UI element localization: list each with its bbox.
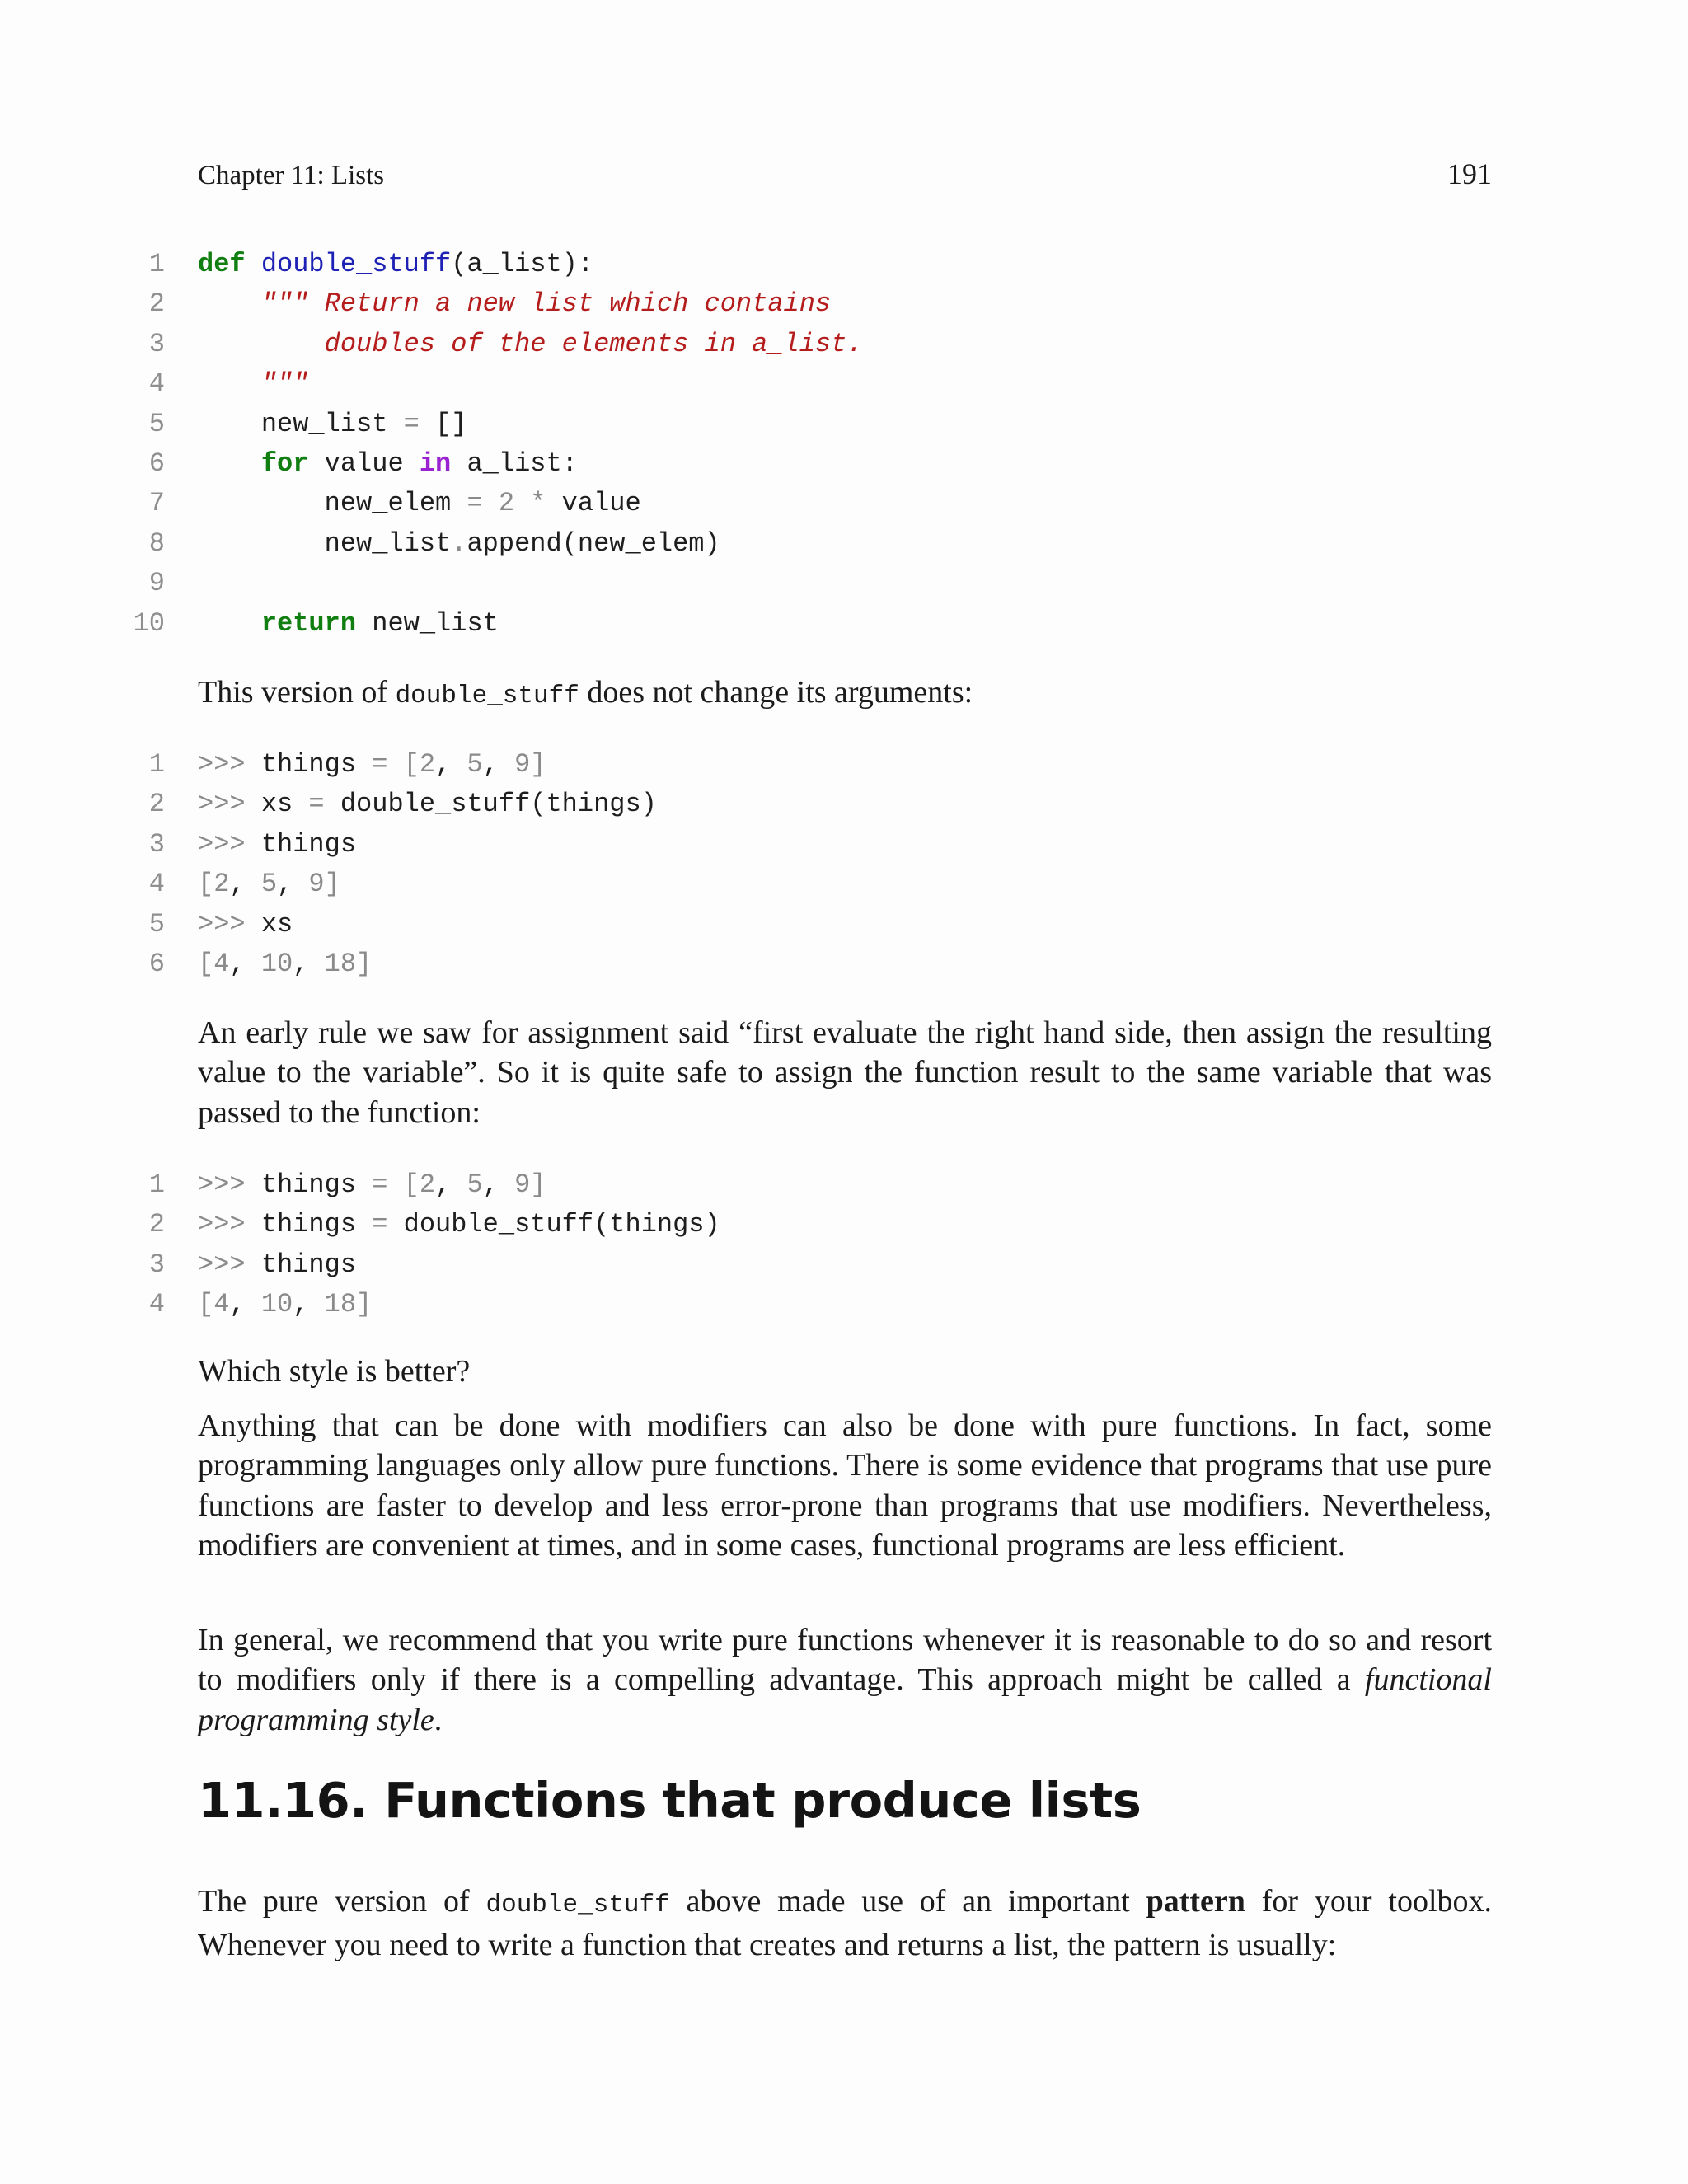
line-number: 1 <box>148 1169 165 1200</box>
line-number: 8 <box>148 527 165 559</box>
line-number: 3 <box>148 828 165 860</box>
code-line: 6 [4, 10, 18] <box>132 944 1550 984</box>
code-line: 4 [4, 10, 18] <box>132 1285 1550 1324</box>
line-number: 9 <box>148 568 165 599</box>
code-line: 3 >>> things <box>132 825 1550 865</box>
page-number: 191 <box>1447 157 1492 190</box>
code-line: 4 [2, 5, 9] <box>132 865 1550 904</box>
code-line: 5 new_list = [] <box>132 405 1550 444</box>
code-listing-interactive-2 <box>132 1165 1550 1325</box>
line-number: 10 <box>133 607 165 639</box>
line-number: 6 <box>148 948 165 979</box>
line-number: 5 <box>148 408 165 439</box>
code-line: 3 doubles of the elements in a_list. <box>132 325 1550 364</box>
line-number: 6 <box>148 448 165 479</box>
code-line: 2 >>> things = double_stuff(things) <box>132 1205 1550 1244</box>
emphasis: functional programming style <box>198 1662 1492 1737</box>
chapter-title: Chapter 11: Lists <box>198 161 385 190</box>
code-line <box>132 564 1550 603</box>
line-number: 3 <box>148 328 165 359</box>
paragraph: This version of double_stuff does not change its arguments: <box>198 675 973 710</box>
line-number: 2 <box>148 1209 165 1240</box>
code-line: 2 """ Return a new list which contains <box>132 284 1550 324</box>
code-line: 2 >>> xs = double_stuff(things) <box>132 785 1550 824</box>
bold-term: pattern <box>1146 1884 1245 1919</box>
line-number: 3 <box>148 1249 165 1280</box>
code-line: 8 new_list.append(new_elem) <box>132 524 1550 564</box>
line-number: 1 <box>148 749 165 780</box>
code-line: 4 """ <box>132 364 1550 404</box>
code-listing-interactive-1 <box>132 745 1550 984</box>
code-listing-double-stuff <box>132 245 1550 644</box>
line-number: 4 <box>148 869 165 900</box>
paragraph: The pure version of double_stuff above made use of an important pattern for your toolbox. Whenever you need to write a function that creates and returns a list, the pattern is usually: <box>198 1884 1493 1963</box>
line-number: 5 <box>148 908 165 940</box>
code-line: 1 def double_stuff(a_list): <box>132 245 1550 284</box>
line-number: 1 <box>148 249 165 279</box>
line-number: 2 <box>148 288 165 320</box>
line-number: 7 <box>148 488 165 519</box>
paragraph: In general, we recommend that you write pure functions whenever it is reasonable to do so and resort to modifiers only if there is a compelling advantage. This approach might be called a functional programming style. <box>198 1623 1492 1737</box>
code-line: 7 new_elem = 2 * value <box>132 484 1550 523</box>
line-number: 4 <box>148 368 165 400</box>
inline-code: double_stuff <box>395 682 579 710</box>
code-line: 1 >>> things = [2, 5, 9] <box>132 745 1550 785</box>
section-heading: 11.16. Functions that produce lists <box>198 1772 1142 1829</box>
code-line: 3 >>> things <box>132 1245 1550 1285</box>
running-header <box>198 157 1492 191</box>
code-line: 1 >>> things = [2, 5, 9] <box>132 1165 1550 1205</box>
code-line: 10 return new_list <box>132 604 1550 644</box>
inline-code: double_stuff <box>485 1891 670 1919</box>
code-line: 5 >>> xs <box>132 905 1550 944</box>
line-number: 4 <box>148 1289 165 1320</box>
paragraph: Which style is better? <box>198 1354 471 1389</box>
paragraph: Anything that can be done with modifiers can also be done with pure functions. In fact, some programming languages only allow pure functions. There is some evidence that programs that use pure functions are faster to develop and less error-prone than programs that use modifiers. Nevertheless, modifiers are convenient at times, and in some cases, functional programs are less efficient. <box>198 1408 1492 1563</box>
line-number: 2 <box>148 789 165 820</box>
paragraph: An early rule we saw for assignment said “first evaluate the right hand side, then assign the resulting value to the variable”. So it is quite safe to assign the function result to the same variable that was passed to the function: <box>198 1015 1492 1130</box>
code-line: 6 for value in a_list: <box>132 444 1550 484</box>
